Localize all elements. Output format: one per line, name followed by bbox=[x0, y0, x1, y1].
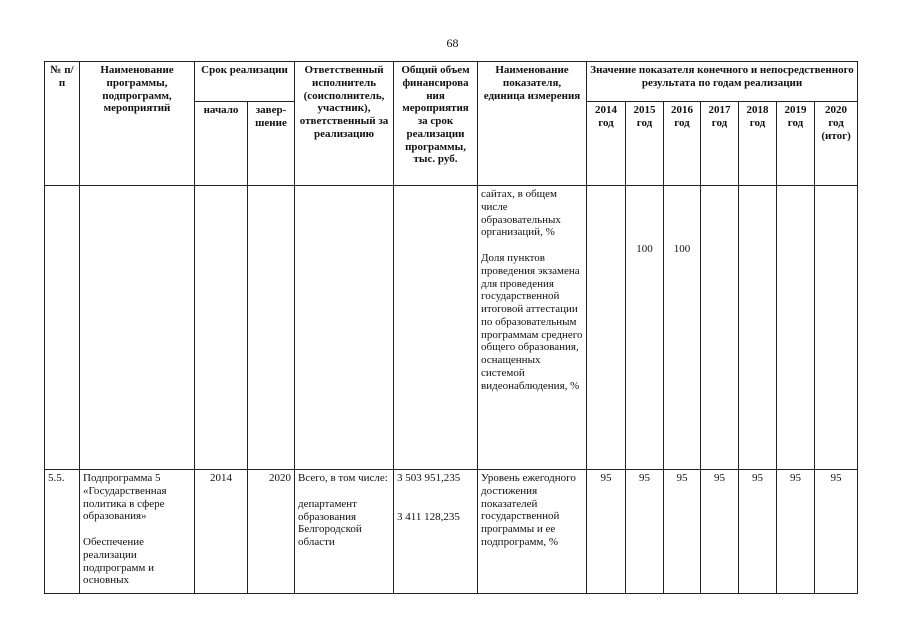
cell-value-2019 bbox=[777, 186, 815, 470]
cell-value-2018 bbox=[739, 186, 777, 470]
cell-executor bbox=[295, 470, 394, 594]
header-funding: Общий объем финансирова ния мероприятия за срок реализации программы, тыс. руб. bbox=[394, 62, 478, 186]
header-values-title: Значение показателя конечного и непосредственного результата по годам реализации bbox=[587, 62, 858, 102]
cell-executor bbox=[295, 186, 394, 470]
cell-value-2018: 95 bbox=[739, 470, 777, 594]
indicator-text-part1: сайтах, в общем числе образовательных организаций, % bbox=[481, 188, 561, 239]
header-year-2020: 2020 год (итог) bbox=[815, 102, 858, 186]
header-year-2018: 2018 год bbox=[739, 102, 777, 186]
cell-value-2015: 95 bbox=[626, 470, 664, 594]
cell-num bbox=[45, 186, 80, 470]
cell-value-2014: 95 bbox=[587, 470, 626, 594]
header-term-end: завер-шение bbox=[248, 102, 295, 186]
executor-text-part2: департамент образования Белгородской области bbox=[298, 497, 362, 548]
cell-value-2016: 95 bbox=[664, 470, 701, 594]
cell-start: 2014 bbox=[195, 470, 248, 594]
cell-value-2020 bbox=[815, 186, 858, 470]
header-year-2016: 2016 год bbox=[664, 102, 701, 186]
header-year-2017: 2017 год bbox=[701, 102, 739, 186]
cell-funding bbox=[394, 186, 478, 470]
cell-indicator bbox=[478, 186, 587, 470]
cell-value-2019: 95 bbox=[777, 470, 815, 594]
cell-end bbox=[248, 186, 295, 470]
funding-total: 3 503 951,235 bbox=[397, 472, 461, 484]
cell-funding bbox=[394, 470, 478, 594]
cell-value-2017: 95 bbox=[701, 470, 739, 594]
header-indicator: Наименование показателя, единица измерения bbox=[478, 62, 587, 186]
header-name: Наименование программы, подпрограмм, мероприятий bbox=[80, 62, 195, 186]
header-num: № п/п bbox=[45, 62, 80, 186]
cell-indicator: Уровень ежегодного достижения показателей государственной программы и ее подпрограмм, % bbox=[478, 470, 587, 594]
executor-text-part1: Всего, в том числе: bbox=[298, 472, 388, 484]
cell-end: 2020 bbox=[248, 470, 295, 594]
header-executor: Ответственный исполнитель (соисполнитель, участник), ответственный за реализацию bbox=[295, 62, 394, 186]
header-term-start: начало bbox=[195, 102, 248, 186]
cell-name bbox=[80, 186, 195, 470]
cell-value-2020: 95 bbox=[815, 470, 858, 594]
cell-value-2014 bbox=[587, 186, 626, 470]
indicator-text-part2: Доля пунктов проведения экзамена для проведения государственной итоговой аттестации по образовательным программам среднего общего образования, оснащенных системой видеонаблюдения, % bbox=[481, 252, 583, 392]
name-text-part2: Обеспечение реализации подпрограмм и основных bbox=[83, 536, 155, 587]
cell-num: 5.5. bbox=[45, 470, 80, 594]
cell-name bbox=[80, 470, 195, 594]
header-year-2014: 2014 год bbox=[587, 102, 626, 186]
funding-dept: 3 411 128,235 bbox=[397, 510, 460, 523]
header-year-2015: 2015 год bbox=[626, 102, 664, 186]
table-row-continued bbox=[45, 186, 858, 470]
name-text-part1: Подпрограмма 5 «Государственная политика в сфере образования» bbox=[83, 472, 167, 523]
cell-start bbox=[195, 186, 248, 470]
program-table bbox=[44, 61, 858, 594]
page-number: 68 bbox=[446, 36, 459, 50]
cell-value-2017 bbox=[701, 186, 739, 470]
table-row-5-5 bbox=[45, 470, 858, 594]
cell-value-2015: 100 bbox=[626, 186, 664, 470]
cell-value-2016: 100 bbox=[664, 186, 701, 470]
header-year-2019: 2019 год bbox=[777, 102, 815, 186]
header-term: Срок реализации bbox=[195, 62, 295, 102]
